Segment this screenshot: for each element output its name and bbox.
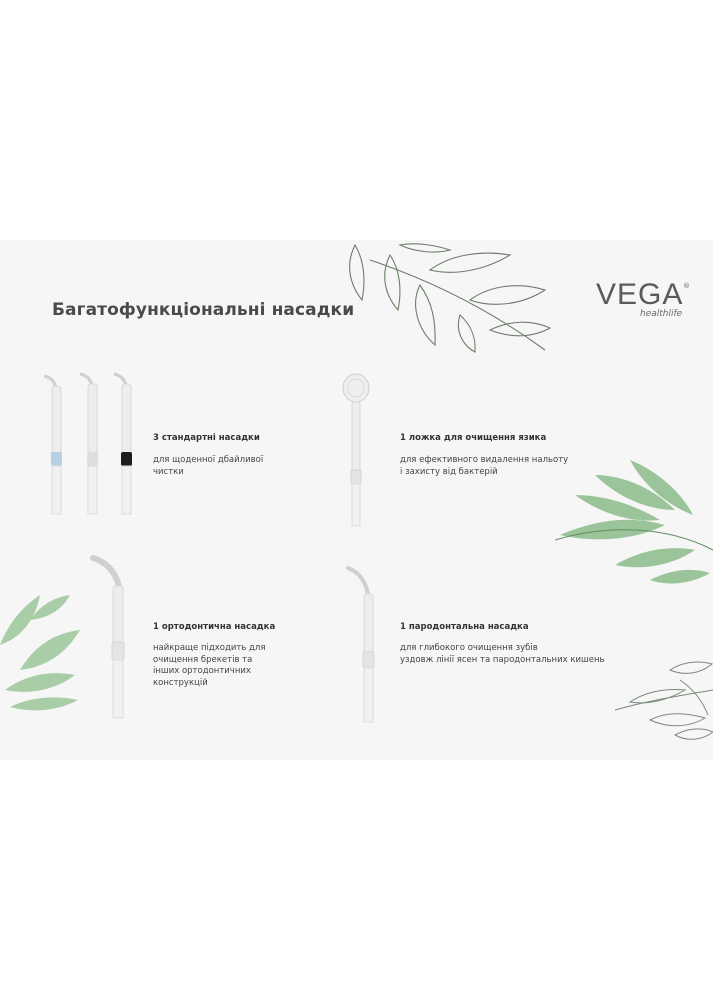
tongue-cleaner-icon (335, 370, 380, 530)
item-title: 1 пародонтальна насадка (400, 622, 529, 632)
standard-nozzles-icon (40, 370, 140, 520)
logo-text: VEGA (596, 278, 684, 311)
leaf-outline-icon (610, 650, 713, 745)
item-description: найкраще підходить для очищення брекетів та інших ортодонтичних конструкцій (153, 643, 266, 688)
periodontal-nozzle-icon (340, 562, 390, 727)
leaf-outline-icon (340, 240, 555, 355)
item-description: для щоденної дбайливої чистки (153, 455, 264, 477)
item-description: для ефективного видалення нальоту і захисту від бактерій (400, 455, 569, 477)
leaf-green-icon (555, 455, 713, 595)
page-title: Багатофункціональні насадки (52, 300, 355, 320)
logo-tagline: healthlife (640, 309, 683, 319)
item-title: 3 стандартні насадки (153, 433, 260, 443)
orthodontic-nozzle-icon (85, 550, 140, 725)
item-title: 1 ложка для очищення язика (400, 433, 547, 443)
item-title: 1 ортодонтична насадка (153, 622, 276, 632)
logo-registered-mark: ® (683, 282, 690, 290)
brand-logo (596, 278, 696, 324)
item-description: для глибокого очищення зубів уздовж лінії ясен та пародонтальних кишень (400, 643, 605, 665)
